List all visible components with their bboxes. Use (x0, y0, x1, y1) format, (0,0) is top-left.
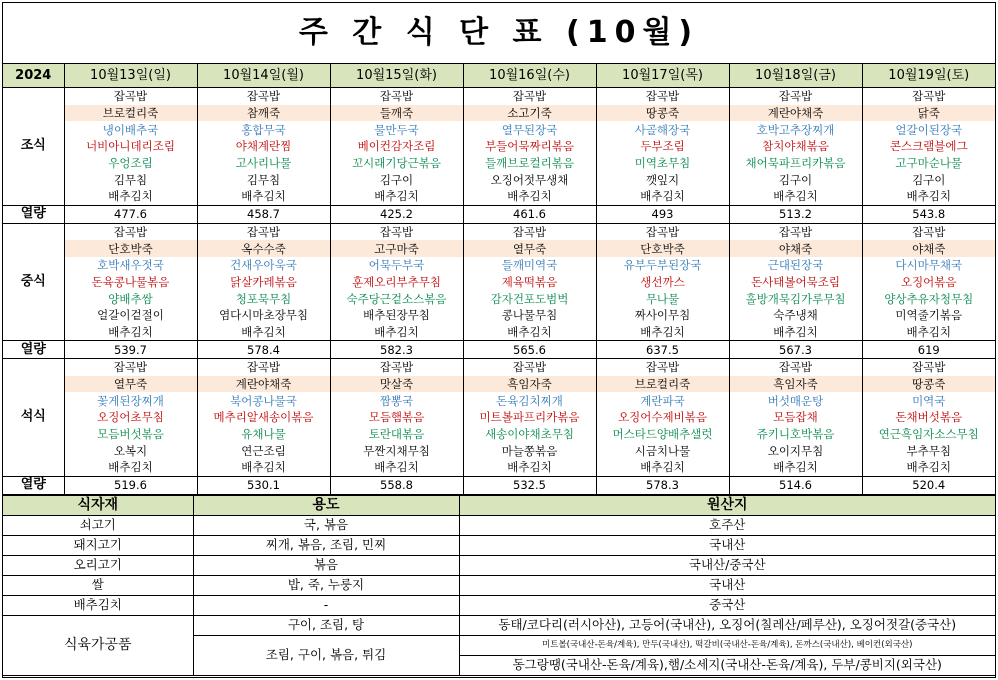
menu-item: 배추김치 (64, 188, 197, 205)
menu-item: 김구이 (330, 171, 463, 188)
menu-item: 다시마무채국 (862, 257, 995, 274)
menu-row (3, 223, 995, 240)
menu-item: 땅콩죽 (862, 376, 995, 393)
menu-item: 배추김치 (729, 459, 862, 476)
menu-item: 열무죽 (64, 376, 197, 393)
menu-item: 얼갈이겉절이 (64, 307, 197, 324)
menu-item: 얼갈이된장국 (862, 121, 995, 138)
menu-item: 두부조림 (596, 138, 729, 155)
menu-item: 흑임자죽 (729, 376, 862, 393)
menu-item: 꼬시래기당근볶음 (330, 155, 463, 172)
menu-item: 물만두국 (330, 121, 463, 138)
menu-item: 생선까스 (596, 274, 729, 291)
menu-item: 잡곡밥 (330, 223, 463, 240)
origin-header-row (3, 495, 995, 515)
menu-item: 훈제오리부추무침 (330, 274, 463, 291)
calorie-value: 477.6 (64, 205, 197, 223)
menu-item: 잡곡밥 (197, 359, 330, 376)
menu-item: 오복지 (64, 442, 197, 459)
menu-item: 양상추유자청무침 (862, 290, 995, 307)
menu-item: 근대된장국 (729, 257, 862, 274)
calorie-value: 582.3 (330, 341, 463, 359)
menu-row (3, 392, 995, 409)
origin-country: 미트볼(국내산-돈육/계육), 만두(국내산), 떡갈비(국내산-돈육/계육), 돈까스(국내산), 베이컨(외국산) (459, 635, 995, 655)
menu-item: 닭살카레볶음 (197, 274, 330, 291)
menu-item: 연근조림 (197, 442, 330, 459)
origin-usage: 찌개, 볶음, 조림, 민찌 (193, 535, 459, 555)
menu-item: 단호박죽 (64, 240, 197, 257)
menu-item: 미트볼파프리카볶음 (463, 409, 596, 426)
day-header: 10월17일(목) (596, 64, 729, 88)
origin-header: 원산지 (459, 495, 995, 515)
menu-item: 건새우아욱국 (197, 257, 330, 274)
menu-item: 배추김치 (596, 324, 729, 341)
origin-usage: 볶음 (193, 555, 459, 575)
origin-country: 동태/코다리(러시아산), 고등어(국내산), 오징어(칠레산/페루산), 오징어젓갈(중국산) (459, 615, 995, 635)
origin-country: 중국산 (459, 595, 995, 615)
menu-row (3, 324, 995, 341)
menu-item: 잡곡밥 (64, 88, 197, 105)
menu-item: 콩나물무침 (463, 307, 596, 324)
menu-item: 부들어묵짜리볶음 (463, 138, 596, 155)
menu-item: 마늘쫑볶음 (463, 442, 596, 459)
menu-row (3, 409, 995, 426)
calorie-row (3, 205, 995, 223)
menu-item: 감자건포도범벅 (463, 290, 596, 307)
menu-item: 배추김치 (463, 188, 596, 205)
menu-item: 제육떡볶음 (463, 274, 596, 291)
calorie-value: 514.6 (729, 476, 862, 494)
menu-item: 배추김치 (330, 459, 463, 476)
menu-item: 미역초무침 (596, 155, 729, 172)
meal-label: 조식 (3, 88, 64, 206)
calorie-value: 530.1 (197, 476, 330, 494)
calorie-value: 565.6 (463, 341, 596, 359)
menu-item: 들깨브로컬리볶음 (463, 155, 596, 172)
menu-item: 야채죽 (729, 240, 862, 257)
menu-item: 김무침 (64, 171, 197, 188)
menu-item: 쥬키니호박볶음 (729, 426, 862, 443)
calorie-value: 425.2 (330, 205, 463, 223)
menu-item: 숙주당근겉소스볶음 (330, 290, 463, 307)
menu-row (3, 240, 995, 257)
menu-item: 잡곡밥 (596, 88, 729, 105)
menu-item: 돈육콩나물볶음 (64, 274, 197, 291)
menu-item: 계란파국 (596, 392, 729, 409)
menu-item: 브로컬리죽 (596, 376, 729, 393)
menu-item: 김무침 (197, 171, 330, 188)
calorie-value: 567.3 (729, 341, 862, 359)
menu-item: 짬뽕국 (330, 392, 463, 409)
origin-row (3, 575, 995, 595)
menu-item: 배추김치 (64, 459, 197, 476)
menu-item: 오이지무침 (729, 442, 862, 459)
menu-row (3, 290, 995, 307)
calorie-value: 578.3 (596, 476, 729, 494)
menu-item: 버섯매운탕 (729, 392, 862, 409)
menu-item: 배추된장무침 (330, 307, 463, 324)
menu-item: 미역국 (862, 392, 995, 409)
menu-item: 채어묵파프리카볶음 (729, 155, 862, 172)
menu-item: 양배추쌈 (64, 290, 197, 307)
menu-row (3, 88, 995, 105)
menu-item: 맛살죽 (330, 376, 463, 393)
calorie-value: 493 (596, 205, 729, 223)
menu-item: 땅콩죽 (596, 105, 729, 122)
menu-item: 배추김치 (596, 188, 729, 205)
menu-item: 머스타드양배추샐럿 (596, 426, 729, 443)
menu-item: 오징어초무침 (64, 409, 197, 426)
menu-row (3, 376, 995, 393)
menu-item: 사골해장국 (596, 121, 729, 138)
origin-usage: 국, 볶음 (193, 515, 459, 535)
menu-row (3, 274, 995, 291)
day-header: 10월13일(일) (64, 64, 197, 88)
menu-item: 홀방개묵김가루무침 (729, 290, 862, 307)
menu-item: 유부두부된장국 (596, 257, 729, 274)
origin-table (3, 495, 995, 676)
origin-usage: - (193, 595, 459, 615)
origin-item: 오리고기 (3, 555, 193, 575)
menu-item: 시금치나물 (596, 442, 729, 459)
menu-row (3, 257, 995, 274)
menu-item: 잡곡밥 (197, 88, 330, 105)
calorie-value: 458.7 (197, 205, 330, 223)
menu-item: 잡곡밥 (729, 223, 862, 240)
menu-item: 배추김치 (197, 459, 330, 476)
menu-item: 배추김치 (330, 324, 463, 341)
day-header: 10월15일(화) (330, 64, 463, 88)
menu-item: 모듬버섯볶음 (64, 426, 197, 443)
weekly-menu-table (3, 64, 995, 495)
menu-item: 토란대볶음 (330, 426, 463, 443)
menu-item: 유채나물 (197, 426, 330, 443)
menu-item: 단호박죽 (596, 240, 729, 257)
menu-item: 고구마죽 (330, 240, 463, 257)
menu-row (3, 105, 995, 122)
menu-item: 호박고추장찌개 (729, 121, 862, 138)
menu-item: 배추김치 (862, 188, 995, 205)
menu-row (3, 426, 995, 443)
meal-label: 중식 (3, 223, 64, 341)
menu-row (3, 155, 995, 172)
origin-item: 쇠고기 (3, 515, 193, 535)
menu-item: 잡곡밥 (862, 359, 995, 376)
origin-country: 동그랑땡(국내산-돈육/계육),햄/소세지(국내산-돈육/계육), 두부/콩비지(외국산) (459, 655, 995, 675)
menu-item: 배추김치 (64, 324, 197, 341)
menu-item: 김구이 (729, 171, 862, 188)
menu-item: 들깨죽 (330, 105, 463, 122)
menu-item: 베이컨감자조림 (330, 138, 463, 155)
menu-item: 잡곡밥 (463, 359, 596, 376)
origin-country: 호주산 (459, 515, 995, 535)
origin-usage: 구이, 조림, 탕 (193, 615, 459, 635)
origin-country: 국내산/중국산 (459, 555, 995, 575)
menu-item: 잡곡밥 (729, 88, 862, 105)
day-header: 10월19일(토) (862, 64, 995, 88)
day-header: 10월18일(금) (729, 64, 862, 88)
menu-item: 무나물 (596, 290, 729, 307)
menu-item: 모듬햄볶음 (330, 409, 463, 426)
menu-item: 소고기죽 (463, 105, 596, 122)
menu-item: 참깨죽 (197, 105, 330, 122)
menu-item: 배추김치 (862, 459, 995, 476)
menu-item: 꽃게된장찌개 (64, 392, 197, 409)
menu-row (3, 359, 995, 376)
menu-item: 배추김치 (330, 188, 463, 205)
origin-item: 식육가공품 (3, 615, 193, 675)
menu-item: 김구이 (862, 171, 995, 188)
menu-item: 잡곡밥 (596, 223, 729, 240)
menu-row (3, 307, 995, 324)
origin-row (3, 595, 995, 615)
calorie-value: 637.5 (596, 341, 729, 359)
menu-item: 콘스크램블에그 (862, 138, 995, 155)
menu-item: 오징어볶음 (862, 274, 995, 291)
menu-item: 잡곡밥 (197, 223, 330, 240)
calorie-value: 543.8 (862, 205, 995, 223)
menu-item: 돈사태볼어묵조림 (729, 274, 862, 291)
menu-item: 배추김치 (197, 188, 330, 205)
menu-item: 고구마순나물 (862, 155, 995, 172)
menu-item: 잡곡밥 (729, 359, 862, 376)
calorie-value: 532.5 (463, 476, 596, 494)
menu-row (3, 121, 995, 138)
menu-item: 오징어수제비볶음 (596, 409, 729, 426)
menu-sheet (2, 2, 996, 678)
origin-item: 돼지고기 (3, 535, 193, 555)
menu-item: 배추김치 (596, 459, 729, 476)
menu-item: 들깨미역국 (463, 257, 596, 274)
menu-item: 잡곡밥 (64, 359, 197, 376)
day-header: 10월16일(수) (463, 64, 596, 88)
origin-header: 식자재 (3, 495, 193, 515)
menu-item: 모듬잡채 (729, 409, 862, 426)
menu-item: 연근흑임자소스무침 (862, 426, 995, 443)
calorie-label: 열량 (3, 341, 64, 359)
meal-label: 석식 (3, 359, 64, 477)
calorie-label: 열량 (3, 205, 64, 223)
origin-row (3, 535, 995, 555)
menu-item: 흑임자죽 (463, 376, 596, 393)
origin-usage: 밥, 죽, 누룽지 (193, 575, 459, 595)
calorie-value: 578.4 (197, 341, 330, 359)
menu-item: 돈채버섯볶음 (862, 409, 995, 426)
menu-item: 참치야채볶음 (729, 138, 862, 155)
menu-item: 잡곡밥 (596, 359, 729, 376)
menu-row (3, 442, 995, 459)
menu-item: 부추무침 (862, 442, 995, 459)
menu-row (3, 171, 995, 188)
menu-row (3, 138, 995, 155)
menu-item: 야채계란찜 (197, 138, 330, 155)
menu-item: 배추김치 (463, 324, 596, 341)
menu-item: 브로컬리죽 (64, 105, 197, 122)
menu-item: 열무죽 (463, 240, 596, 257)
origin-header: 용도 (193, 495, 459, 515)
menu-item: 미역줄기볶음 (862, 307, 995, 324)
calorie-value: 619 (862, 341, 995, 359)
menu-item: 계란야채죽 (197, 376, 330, 393)
menu-item: 무짠지채무침 (330, 442, 463, 459)
origin-item: 쌀 (3, 575, 193, 595)
menu-item: 너비아니데리조림 (64, 138, 197, 155)
menu-item: 잡곡밥 (463, 88, 596, 105)
menu-item: 배추김치 (463, 459, 596, 476)
menu-item: 잡곡밥 (862, 88, 995, 105)
menu-item: 야채죽 (862, 240, 995, 257)
calorie-value: 558.8 (330, 476, 463, 494)
menu-item: 옥수수죽 (197, 240, 330, 257)
calorie-row (3, 341, 995, 359)
origin-country: 국내산 (459, 575, 995, 595)
menu-item: 새송이야채초무침 (463, 426, 596, 443)
calorie-row (3, 476, 995, 494)
calorie-value: 461.6 (463, 205, 596, 223)
menu-item: 홍합무국 (197, 121, 330, 138)
calorie-value: 539.7 (64, 341, 197, 359)
menu-item: 어묵두부국 (330, 257, 463, 274)
menu-item: 열무된장국 (463, 121, 596, 138)
menu-item: 호박새우젓국 (64, 257, 197, 274)
menu-item: 닭죽 (862, 105, 995, 122)
origin-country: 국내산 (459, 535, 995, 555)
menu-item: 염다시마초장무침 (197, 307, 330, 324)
calorie-label: 열량 (3, 476, 64, 494)
menu-item: 잡곡밥 (330, 88, 463, 105)
day-header: 10월14일(월) (197, 64, 330, 88)
menu-item: 잡곡밥 (64, 223, 197, 240)
menu-item: 우엉조림 (64, 155, 197, 172)
menu-item: 잡곡밥 (463, 223, 596, 240)
menu-item: 배추김치 (197, 324, 330, 341)
menu-row (3, 188, 995, 205)
calorie-value: 520.4 (862, 476, 995, 494)
menu-item: 짜사이무침 (596, 307, 729, 324)
menu-item: 배추김치 (862, 324, 995, 341)
menu-item: 오징어젓무생채 (463, 171, 596, 188)
calorie-value: 513.2 (729, 205, 862, 223)
menu-item: 메추리알새송이볶음 (197, 409, 330, 426)
menu-item: 계란야채죽 (729, 105, 862, 122)
menu-item: 숙주냉채 (729, 307, 862, 324)
menu-item: 잡곡밥 (862, 223, 995, 240)
menu-item: 돈육김치찌개 (463, 392, 596, 409)
page-title: 주 간 식 단 표 (10월) (3, 3, 995, 64)
menu-row (3, 459, 995, 476)
calorie-value: 519.6 (64, 476, 197, 494)
menu-item: 깻잎지 (596, 171, 729, 188)
menu-item: 잡곡밥 (330, 359, 463, 376)
menu-item: 배추김치 (729, 188, 862, 205)
menu-item: 청포묵무침 (197, 290, 330, 307)
menu-header-row (3, 64, 995, 88)
year-cell: 2024 (3, 64, 64, 88)
origin-usage: 조림, 구이, 볶음, 튀김 (193, 635, 459, 675)
menu-item: 고사리나물 (197, 155, 330, 172)
origin-row (3, 515, 995, 535)
origin-row (3, 555, 995, 575)
menu-item: 북어콩나물국 (197, 392, 330, 409)
origin-item: 배추김치 (3, 595, 193, 615)
menu-item: 냉이배추국 (64, 121, 197, 138)
menu-item: 배추김치 (729, 324, 862, 341)
